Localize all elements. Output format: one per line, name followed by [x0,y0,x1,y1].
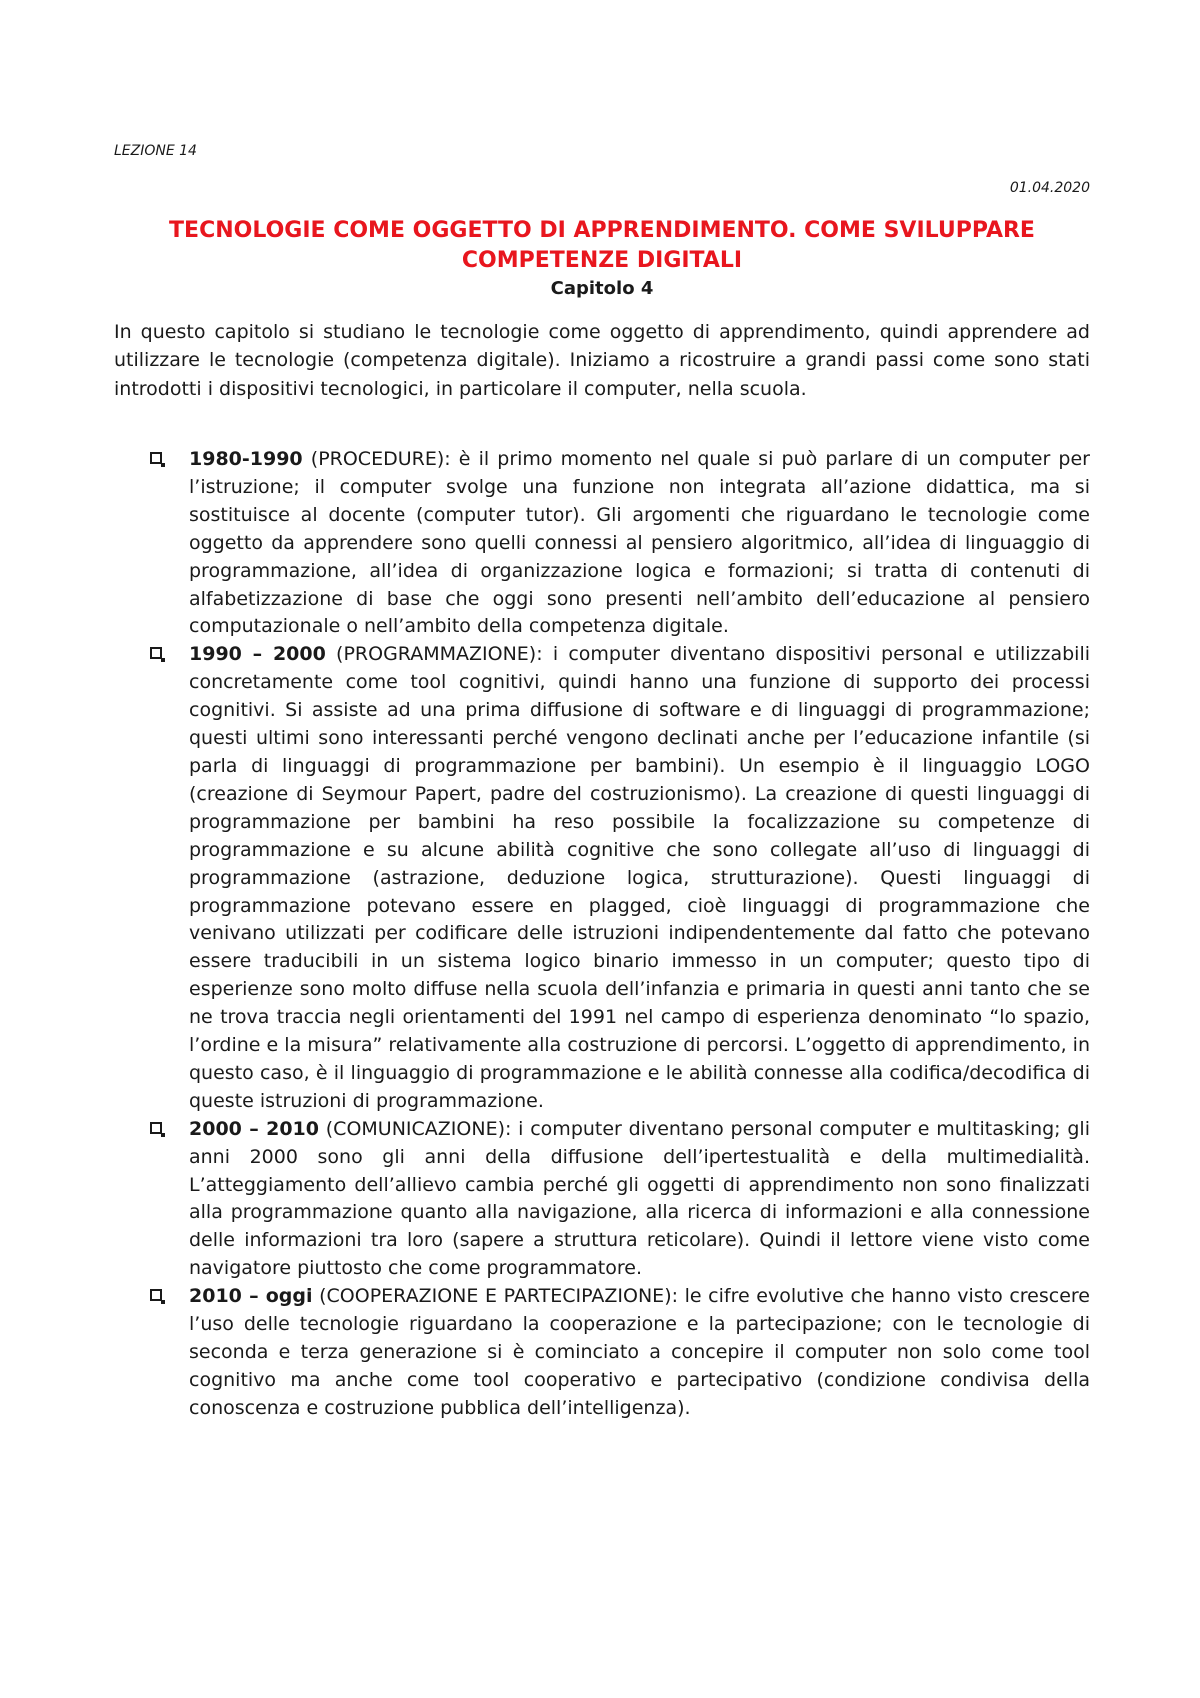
list-item [114,1116,1090,1283]
period-years: 2010 – oggi [189,1285,313,1308]
checkbox-bullet-icon [150,1289,162,1301]
period-text: (COOPERAZIONE E PARTECIPAZIONE): le cifre evolutive che hanno visto crescere l’uso delle tecnologie riguardano la cooperazione e la partecipazione; con le tecnologie di seconda e terza generazione si è cominciato a concepire il computer non solo come tool cognitivo ma anche come tool cooperativo e partecipativo (condizione condivisa della conoscenza e costruzione pubblica dell’intelligenza). [189,1285,1090,1419]
period-text: (PROCEDURE): è il primo momento nel quale si può parlare di un computer per l’istruzione; il computer svolge una funzione non integrata all’azione didattica, ma si sostituisce al docente (computer tutor). Gli argomenti che riguardano le tecnologie come oggetto da apprendere sono quelli connessi al pensiero algoritmico, all’idea di linguaggio di programmazione, all’idea di organizzazione logica e formazioni; si tratta di contenuti di alfabetizzazione di base che oggi sono presenti nell’ambito dell’educazione al pensiero computazionale o nell’ambito della competenza digitale. [189,448,1090,638]
period-years: 1980-1990 [189,448,303,470]
list-item [114,641,1090,1115]
period-text: (PROGRAMMAZIONE): i computer diventano dispositivi personal e utilizzabili concretamente come tool cognitivi, quindi hanno una funzione di supporto dei processi cognitivi. Si assiste ad una prima diffusione di software e di linguaggi di programmazione; questi ultimi sono interessanti perché vengono declinati anche per l’educazione infantile (si parla di linguaggi di programmazione per bambini). Un esempio è il linguaggio LOGO (creazione di Seymour Papert, padre del costruzionismo). La creazione di questi linguaggi di programmazione per bambini ha reso possibile la focalizzazione su competenze di programmazione e su alcune abilità cognitive che sono collegate all’uso di linguaggi di programmazione (astrazione, deduzione logica, strutturazione). Questi linguaggi di programmazione potevano essere en plagged, cioè linguaggi di programmazione che venivano utilizzati per codificare delle istruzioni indipendentemente dal fatto che potevano essere traducibili in un sistema logico binario immesso in un computer; questo tipo di esperienze sono molto diffuse nella scuola dell’infanzia e primaria in questi anni tanto che se ne trova traccia negli orientamenti del 1991 nel campo di esperienza denominato “lo spazio, l’ordine e la misura” relativamente alla costruzione di percorsi. L’oggetto di apprendimento, in questo caso, è il linguaggio di programmazione e le abilità connesse alla codifica/decodifica di queste istruzioni di programmazione. [189,643,1090,1112]
checkbox-bullet-icon [150,452,162,464]
period-years: 1990 – 2000 [189,643,326,666]
page-title: TECNOLOGIE COME OGGETTO DI APPRENDIMENTO. COME SVILUPPARE COMPETENZE DIGITALI [169,218,1035,273]
checkbox-bullet-icon [150,1122,162,1134]
checkbox-bullet-icon [150,647,162,659]
lesson-date: 01.04.2020 [1009,180,1090,196]
period-text: (COMUNICAZIONE): i computer diventano personal computer e multitasking; gli anni 2000 sono gli anni della diffusione dell’ipertestualità e della multimedialità. L’atteggiamento dell’allievo cambia perché gli oggetti di apprendimento non sono finalizzati alla programmazione quanto alla navigazione, alla ricerca di informazioni e alla connessione delle informazioni tra loro (sapere a struttura reticolare). Quindi il lettore viene visto come navigatore piuttosto che come programmatore. [189,1117,1090,1280]
intro-paragraph: In questo capitolo si studiano le tecnologie come oggetto di apprendimento, quindi apprendere ad utilizzare le tecnologie (competenza digitale). Iniziamo a ricostruire a grandi passi come sono stati introdotti i dispositivi tecnologici, in particolare il computer, nella scuola. [114,321,1090,400]
chapter-subtitle: Capitolo 4 [550,278,654,299]
list-item [114,446,1090,641]
lesson-label: LEZIONE 14 [114,143,197,159]
period-list [114,446,1090,1423]
list-item [114,1283,1090,1423]
period-years: 2000 – 2010 [189,1117,319,1140]
